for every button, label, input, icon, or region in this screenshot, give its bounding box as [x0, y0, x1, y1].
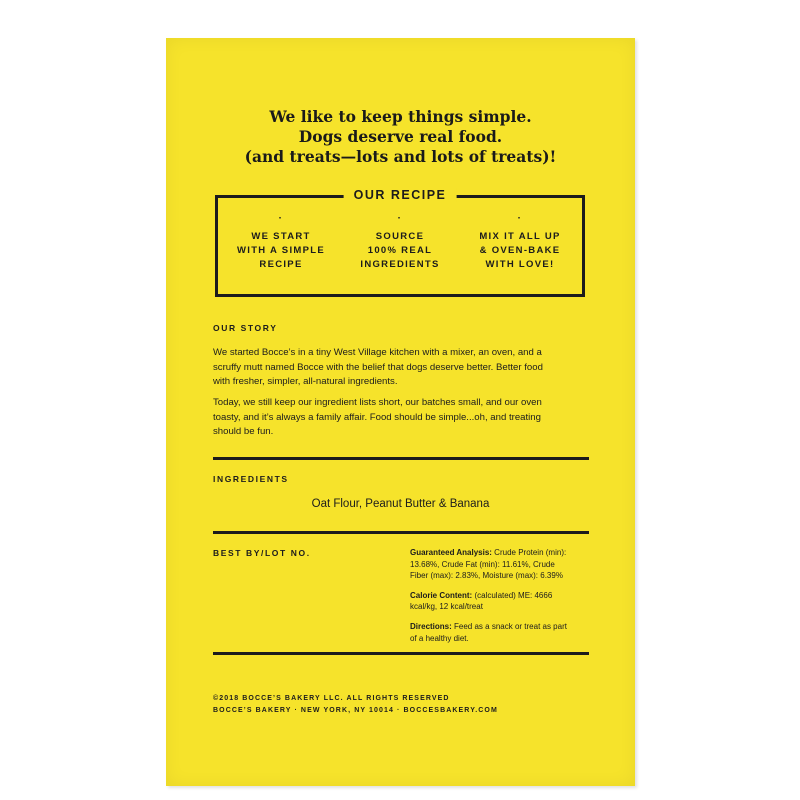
story-line: Today, we still keep our ingredient lists short, our batches small, and our oven [213, 397, 542, 408]
recipe-step-2 [345, 214, 455, 272]
recipe-step-line: WE START [251, 231, 311, 242]
analysis-text: Feed as a snack or treat as part [451, 621, 567, 631]
recipe-step-line: WITH LOVE! [485, 259, 555, 270]
recipe-step-line: 100% REAL [367, 245, 433, 256]
ingredients-label: INGREDIENTS [213, 474, 289, 484]
recipe-step-line: SOURCE [375, 231, 425, 242]
tagline [166, 107, 635, 167]
recipe-step-line: MIX IT ALL UP [479, 231, 561, 242]
guaranteed-analysis [410, 547, 590, 582]
story-paragraph-2 [213, 396, 593, 440]
tagline-line: Dogs deserve real food. [298, 127, 503, 146]
analysis-text: 13.68%, Crude Fat (min): 11.61%, Crude [410, 559, 555, 569]
divider [213, 652, 589, 655]
footer [213, 693, 498, 716]
recipe-step-line: & OVEN-BAKE [479, 245, 561, 256]
story-line: toasty, and it’s always a family affair. Food should be simple...oh, and treating [213, 411, 541, 423]
analysis-text: Fiber (max): 2.83%, Moisture (max): 6.39% [410, 571, 563, 581]
bullet-dot: · [278, 213, 284, 224]
divider [213, 457, 589, 460]
recipe-step-line: RECIPE [259, 259, 303, 270]
story-line: with fresher, simpler, all-natural ingredients. [213, 376, 398, 387]
analysis-text: Crude Protein (min): [491, 548, 567, 557]
company-address: BOCCE’S BAKERY · NEW YORK, NY 10014 · BOCCESBAKERY.COM [213, 706, 498, 714]
analysis-block [410, 547, 590, 652]
bullet-dot: · [397, 213, 403, 224]
analysis-text: of a healthy diet. [410, 633, 469, 643]
story-line: scruffy mutt named Bocce with the belief that dogs deserve better. Better food [213, 361, 543, 373]
package-back-panel [166, 38, 635, 786]
recipe-step-line: WITH A SIMPLE [237, 245, 325, 256]
our-story-label: OUR STORY [213, 323, 278, 333]
ingredients-text: Oat Flour, Peanut Butter & Banana [311, 498, 490, 510]
guaranteed-analysis-label: Guaranteed Analysis: [410, 548, 492, 557]
story-line: should be fun. [213, 426, 274, 437]
recipe-box [215, 188, 585, 297]
best-by-label: BEST BY/LOT NO. [213, 548, 311, 558]
recipe-title: OUR RECIPE [344, 188, 457, 202]
directions [410, 621, 590, 644]
calorie-content-label: Calorie Content: [410, 590, 473, 600]
story-line: We started Bocce’s in a tiny West Village kitchen with a mixer, an oven, and a [213, 347, 542, 358]
bullet-dot: · [517, 213, 523, 224]
tagline-line: (and treats—lots and lots of treats)! [244, 147, 557, 166]
recipe-step-3 [465, 214, 575, 272]
story-paragraph-1 [213, 346, 593, 390]
directions-label: Directions: [410, 621, 452, 631]
analysis-text: (calculated) ME: 4666 [472, 590, 553, 600]
recipe-step-line: INGREDIENTS [360, 259, 440, 270]
divider [213, 531, 589, 534]
recipe-step-1 [226, 214, 336, 272]
analysis-text: kcal/kg, 12 kcal/treat [410, 602, 483, 612]
calorie-content [410, 590, 590, 613]
tagline-line: We like to keep things simple. [269, 107, 532, 126]
copyright-text: ©2018 BOCCE’S BAKERY LLC. ALL RIGHTS RESERVED [213, 695, 450, 702]
